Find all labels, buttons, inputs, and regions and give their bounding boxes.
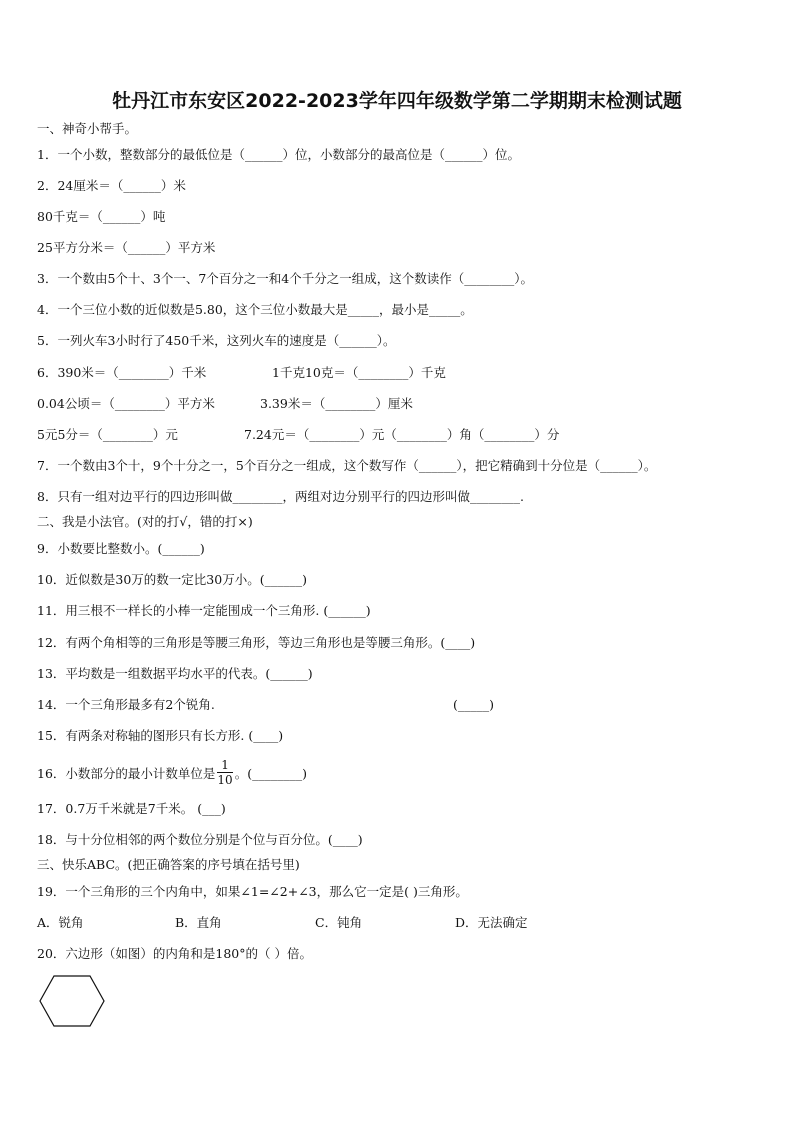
question-5: 5．一列火车3小时行了450千米，这列火车的速度是（______）。 — [37, 333, 396, 348]
hexagon-figure — [38, 975, 106, 1027]
question-14-blank: (_____) — [453, 697, 495, 712]
question-16-text: 16．小数部分的最小计数单位是 — [37, 766, 216, 781]
question-18: 18．与十分位相邻的两个数位分别是个位与百分位。(____) — [37, 832, 363, 847]
option-c: C．钝角 — [315, 915, 363, 930]
question-20: 20．六边形（如图）的内角和是180°的（ ）倍。 — [37, 946, 312, 961]
question-6b-part1: 0.04公顷＝（________）平方米 — [37, 396, 215, 411]
question-16-blank: 。(________) — [234, 766, 307, 781]
question-6a-part1: 6．390米＝（________）千米 — [37, 365, 207, 380]
question-3: 3．一个数由5个十、3个一、7个百分之一和4个千分之一组成，这个数读作（________）。 — [37, 271, 534, 286]
question-4: 4．一个三位小数的近似数是5.80，这个三位小数最大是_____，最小是_____。 — [37, 302, 473, 317]
section-heading-1: 一、神奇小帮手。 — [37, 121, 138, 136]
question-10: 10．近似数是30万的数一定比30万小。(______) — [37, 572, 307, 587]
question-6c-part2: 7.24元＝（________）元（________）角（________）分 — [244, 427, 560, 442]
question-8: 8．只有一组对边平行的四边形叫做________，两组对边分别平行的四边形叫做________. — [37, 489, 524, 504]
question-2a: 2．24厘米＝（______）米 — [37, 178, 186, 193]
question-7: 7．一个数由3个十，9个十分之一，5个百分之一组成，这个数写作（______），把它精确到十分位是（______）。 — [37, 458, 657, 473]
question-11: 11．用三根不一样长的小棒一定能围成一个三角形. (______) — [37, 603, 371, 618]
question-15: 15．有两条对称轴的图形只有长方形. (____) — [37, 728, 284, 743]
option-b: B．直角 — [175, 915, 222, 930]
fraction-numerator: 1 — [217, 758, 232, 773]
fraction-denominator: 10 — [217, 773, 233, 787]
question-2c: 25平方分米＝（______）平方米 — [37, 240, 216, 255]
question-6b-part2: 3.39米＝（________）厘米 — [260, 396, 413, 411]
question-17: 17．0.7万千米就是7千米。 (___) — [37, 801, 226, 816]
fraction-one-tenth — [217, 758, 232, 787]
section-heading-2: 二、我是小法官。(对的打√，错的打×) — [37, 514, 253, 529]
question-16 — [37, 760, 307, 789]
question-19: 19．一个三角形的三个内角中，如果∠1=∠2+∠3，那么它一定是( )三角形。 — [37, 884, 468, 899]
question-14: 14．一个三角形最多有2个锐角. — [37, 697, 215, 712]
question-1: 1．一个小数，整数部分的最低位是（______）位，小数部分的最高位是（______）位。 — [37, 147, 520, 162]
question-6a-part2: 1千克10克＝（________）千克 — [272, 365, 446, 380]
question-12: 12．有两个角相等的三角形是等腰三角形，等边三角形也是等腰三角形。(____) — [37, 635, 476, 650]
question-9: 9．小数要比整数小。(______) — [37, 541, 205, 556]
section-heading-3: 三、快乐ABC。(把正确答案的序号填在括号里) — [37, 857, 300, 872]
question-6c-part1: 5元5分＝（________）元 — [37, 427, 178, 442]
option-d: D．无法确定 — [455, 915, 528, 930]
question-2b: 80千克＝（______）吨 — [37, 209, 166, 224]
option-a: A．锐角 — [37, 915, 84, 930]
page-title: 牡丹江市东安区2022-2023学年四年级数学第二学期期末检测试题 — [112, 90, 682, 112]
question-13: 13．平均数是一组数据平均水平的代表。(______) — [37, 666, 313, 681]
